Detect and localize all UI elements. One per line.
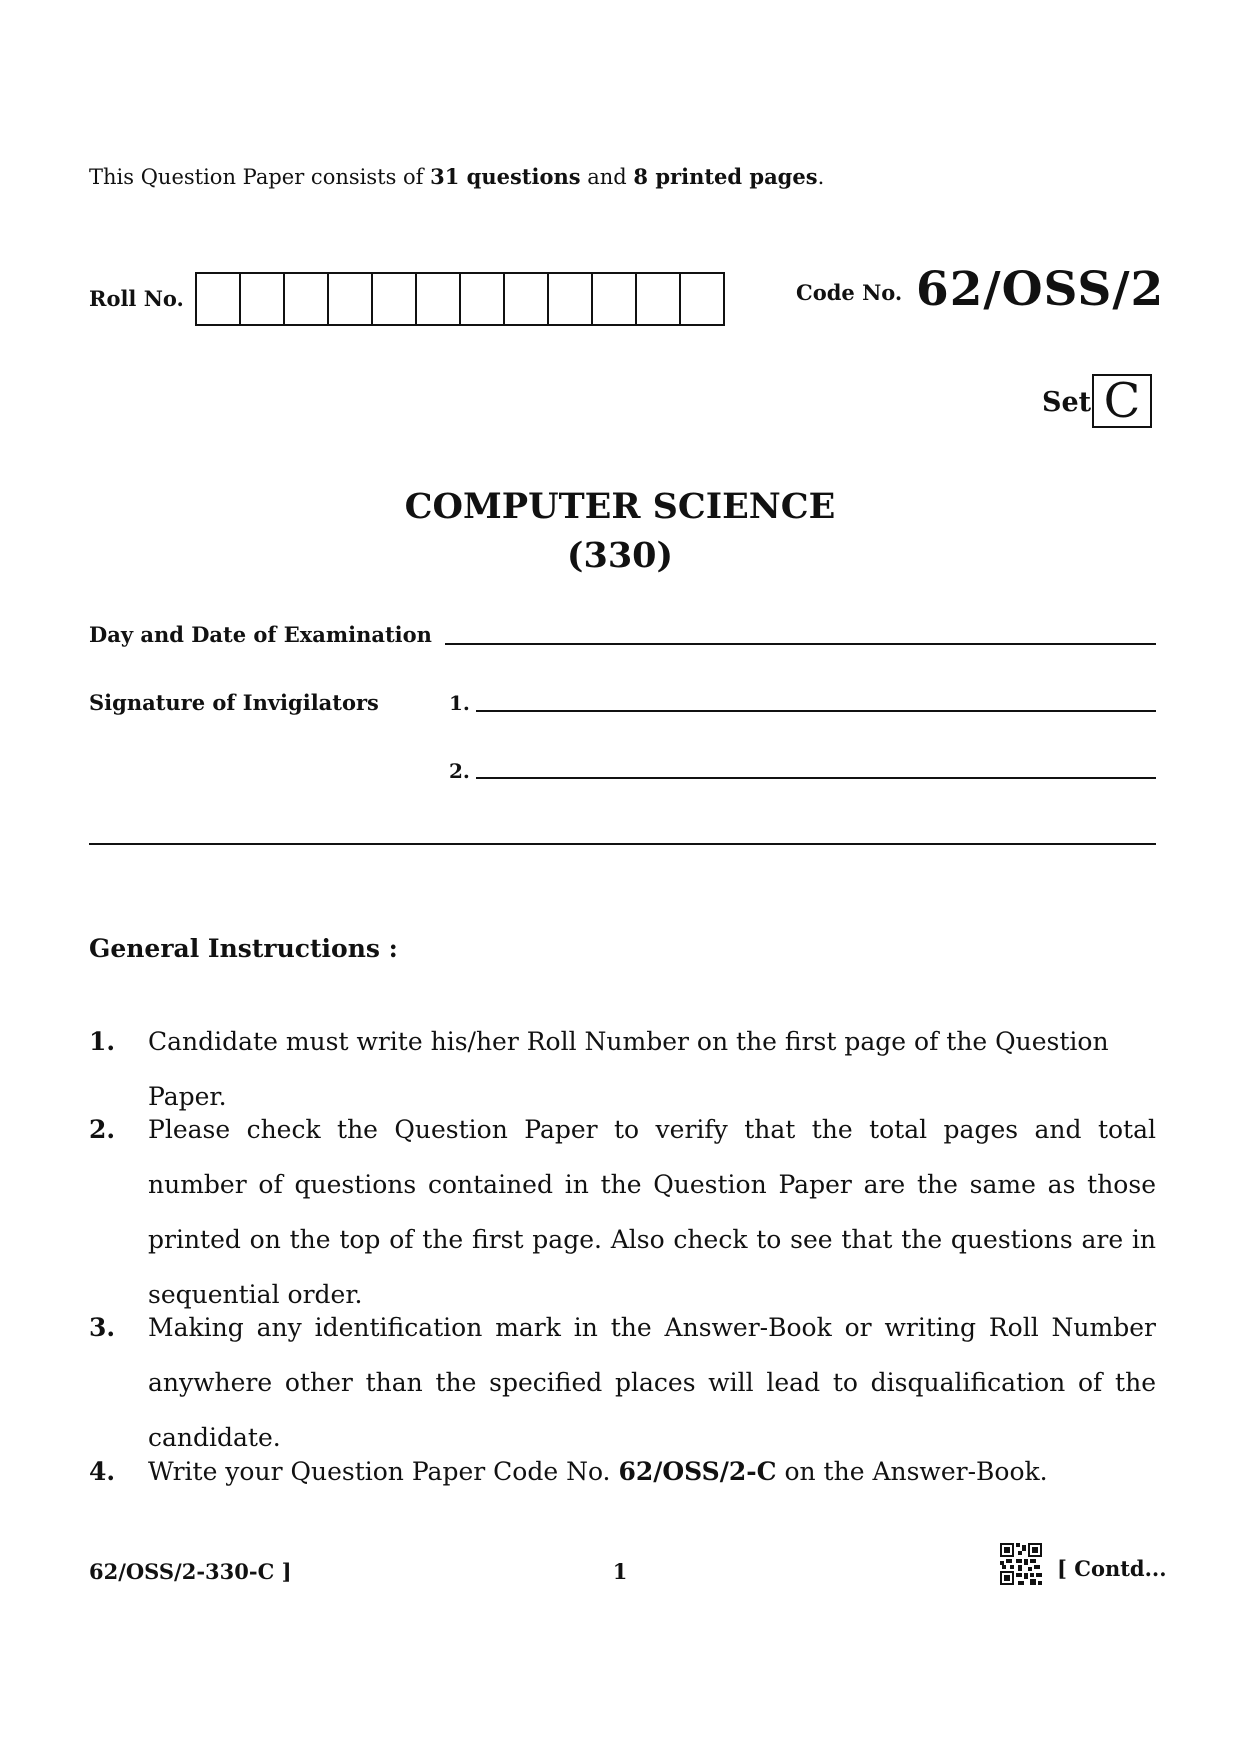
header-note-middle: and: [580, 165, 634, 189]
contd-label: [ Contd...: [1057, 1556, 1167, 1581]
subject-title: COMPUTER SCIENCE: [404, 486, 836, 527]
header-note: [89, 164, 824, 189]
instruction-text-suffix: on the Answer-Book.: [776, 1457, 1048, 1486]
exam-date-line[interactable]: [445, 643, 1156, 645]
page-count: 8 printed pages: [633, 164, 818, 189]
instruction-text: [148, 1444, 1156, 1499]
qr-code-icon: [1000, 1543, 1042, 1585]
roll-number-cell[interactable]: [505, 274, 549, 324]
instruction-item: [89, 1300, 1156, 1465]
instruction-number: 2.: [89, 1115, 116, 1144]
roll-number-cell[interactable]: [549, 274, 593, 324]
roll-number-cell[interactable]: [417, 274, 461, 324]
roll-number-cell[interactable]: [285, 274, 329, 324]
roll-number-cell[interactable]: [637, 274, 681, 324]
instruction-number: 1.: [89, 1027, 116, 1056]
roll-number-cell[interactable]: [197, 274, 241, 324]
roll-number-cell[interactable]: [241, 274, 285, 324]
invigilators-label: Signature of Invigilators: [89, 690, 379, 715]
instructions-heading: General Instructions :: [89, 934, 398, 963]
code-label: Code No.: [796, 280, 903, 305]
roll-number-cell[interactable]: [681, 274, 723, 324]
instruction-number: 3.: [89, 1313, 116, 1342]
footer-code: 62/OSS/2-330-C ]: [89, 1559, 292, 1584]
roll-number-cell[interactable]: [373, 274, 417, 324]
exam-date-label: Day and Date of Examination: [89, 622, 432, 647]
instruction-item: [89, 1102, 1156, 1322]
instruction-item: [89, 1444, 1156, 1499]
question-count: 31 questions: [430, 164, 581, 189]
roll-number-cell[interactable]: [461, 274, 505, 324]
roll-number-cell[interactable]: [593, 274, 637, 324]
instruction-text: Candidate must write his/her Roll Number on the first page of the Question Paper.: [148, 1027, 1109, 1111]
invigilator-2-number: 2.: [449, 759, 470, 783]
header-note-suffix: .: [817, 165, 825, 189]
instruction-text: Making any identification mark in the Answer-Book or writing Roll Number anywhere other than the specified places will lead to disqualification of the candidate.: [148, 1313, 1156, 1452]
instruction-number: 4.: [89, 1457, 116, 1486]
roll-number-label: Roll No.: [89, 286, 184, 311]
roll-number-boxes[interactable]: [195, 272, 725, 326]
invigilator-1-number: 1.: [449, 691, 470, 715]
instruction-paper-code: 62/OSS/2-C: [618, 1457, 777, 1486]
roll-number-cell[interactable]: [329, 274, 373, 324]
subject-code: (330): [566, 535, 674, 576]
set-box: C: [1092, 374, 1152, 428]
header-note-prefix: This Question Paper consists of: [89, 165, 431, 189]
invigilator-1-line[interactable]: [476, 710, 1156, 712]
instruction-text: Please check the Question Paper to verify that the total pages and total number of questions contained in the Question Paper are the same as those printed on the top of the first page. Also check to see that the questions are in sequential order.: [148, 1115, 1156, 1309]
page-number: 1: [612, 1559, 628, 1584]
invigilator-2-line[interactable]: [476, 777, 1156, 779]
code-value: 62/OSS/2: [916, 262, 1165, 317]
instruction-text-prefix: Write your Question Paper Code No.: [148, 1457, 619, 1486]
section-divider: [89, 843, 1156, 845]
set-label: Set: [1042, 387, 1092, 418]
